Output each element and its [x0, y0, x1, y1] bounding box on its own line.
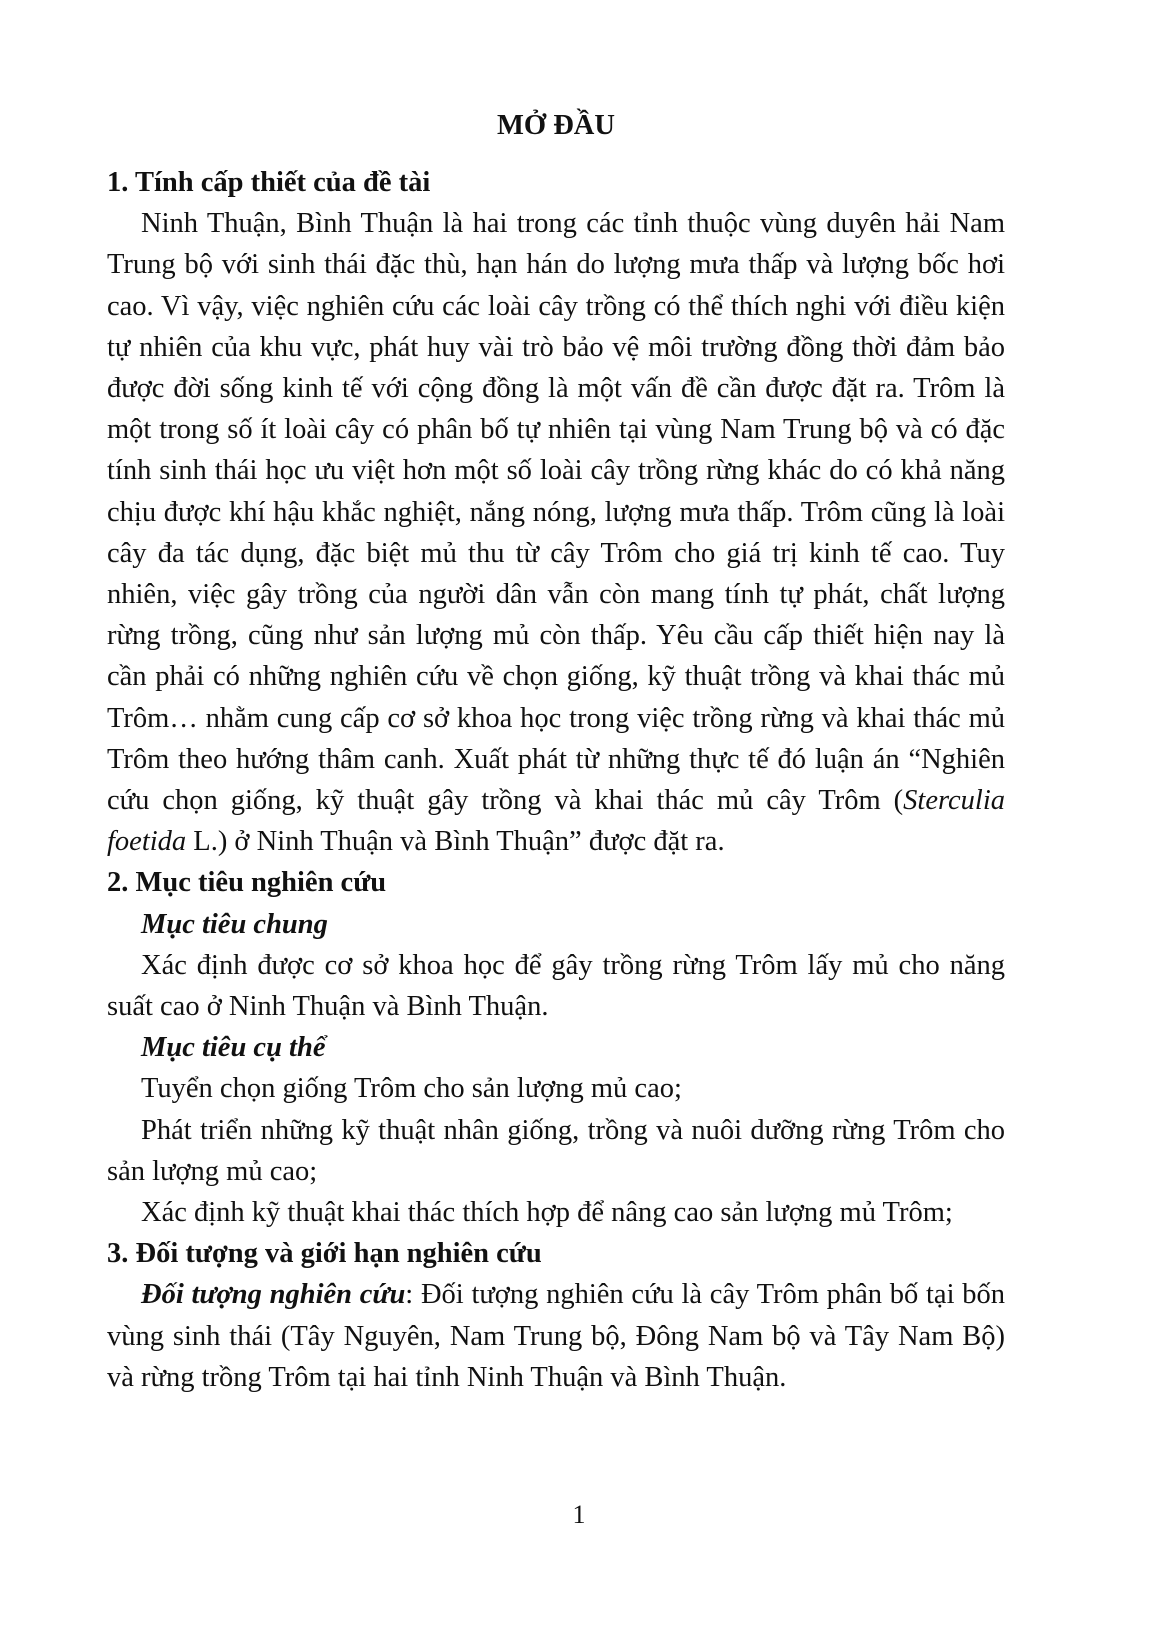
subheading-specific-objectives: Mục tiêu cụ thể [141, 1032, 326, 1064]
general-objective-text: Xác định được cơ sở khoa học để gây trồng rừng Trôm lấy mủ cho năng suất cao ở Ninh Thuận và Bình Thuận. [107, 949, 1005, 1023]
specific-objective-item: Tuyển chọn giống Trôm cho sản lượng mủ cao; [141, 1073, 682, 1105]
page-number: 1 [572, 1500, 586, 1529]
section-heading-2: 2. Mục tiêu nghiên cứu [107, 867, 387, 899]
scientific-name: Sterculia foetida [107, 785, 1005, 858]
document-title: MỞ ĐẦU [497, 110, 615, 141]
paragraph-text: Ninh Thuận, Bình Thuận là hai trong các tỉnh thuộc vùng duyên hải Nam Trung bộ với sinh thái đặc thù, hạn hán do lượng mưa thấp và lượng bốc hơi cao. Vì vậy, việc nghiên cứu các loài cây trồng có thể thích nghi với điều kiện tự nhiên của khu vực, phát huy vài trò bảo vệ môi trường đồng thời đảm bảo được đời sống kinh tế với cộng đồng là một vấn đề cần được đặt ra. Trôm là một trong số ít loài cây có phân bố tự nhiên tại vùng Nam Trung bộ và có đặc tính sinh thái học ưu việt hơn một số loài cây trồng rừng khác do có khả năng chịu được khí hậu khắc nghiệt, nắng nóng, lượng mưa thấp. Trôm cũng là loài cây đa tác dụng, đặc biệt mủ thu từ cây Trôm cho giá trị kinh tế cao. Tuy nhiên, việc gây trồng của người dân vẫn còn mang tính tự phát, chất lượng rừng trồng, cũng như sản lượng mủ còn thấp. Yêu cầu cấp thiết hiện nay là cần phải có những nghiên cứu về chọn giống, kỹ thuật trồng và khai thác mủ Trôm… nhằm cung cấp cơ sở khoa học trong việc trồng rừng và khai thác mủ Trôm theo hướng thâm canh. Xuất phát từ những thực tế đó luận án “Nghiên cứu chọn giống, kỹ thuật gây trồng và khai thác mủ cây Trôm ( [107, 208, 1005, 817]
subheading-general-objective: Mục tiêu chung [141, 908, 328, 940]
research-object-label: Đối tượng nghiên cứu [141, 1279, 406, 1311]
document-page [107, 104, 1005, 1398]
research-object-paragraph [107, 1274, 1005, 1398]
research-object-text: : Đối tượng nghiên cứu là cây Trôm phân bố tại bốn vùng sinh thái (Tây Nguyên, Nam Trung bộ, Đông Nam bộ và Tây Nam Bộ) và rừng trồng Trôm tại hai tỉnh Ninh Thuận và Bình Thuận. [107, 1279, 1005, 1393]
section-1-paragraph [107, 203, 1005, 862]
specific-objective-item: Xác định kỹ thuật khai thác thích hợp để nâng cao sản lượng mủ Trôm; [141, 1197, 953, 1229]
specific-objective-item: Phát triển những kỹ thuật nhân giống, trồng và nuôi dưỡng rừng Trôm cho sản lượng mủ cao; [107, 1114, 1005, 1187]
section-heading-1: 1. Tính cấp thiết của đề tài [107, 167, 431, 198]
section-heading-3: 3. Đối tượng và giới hạn nghiên cứu [107, 1238, 542, 1270]
paragraph-text-end: L.) ở Ninh Thuận và Bình Thuận” được đặt ra. [186, 826, 725, 858]
